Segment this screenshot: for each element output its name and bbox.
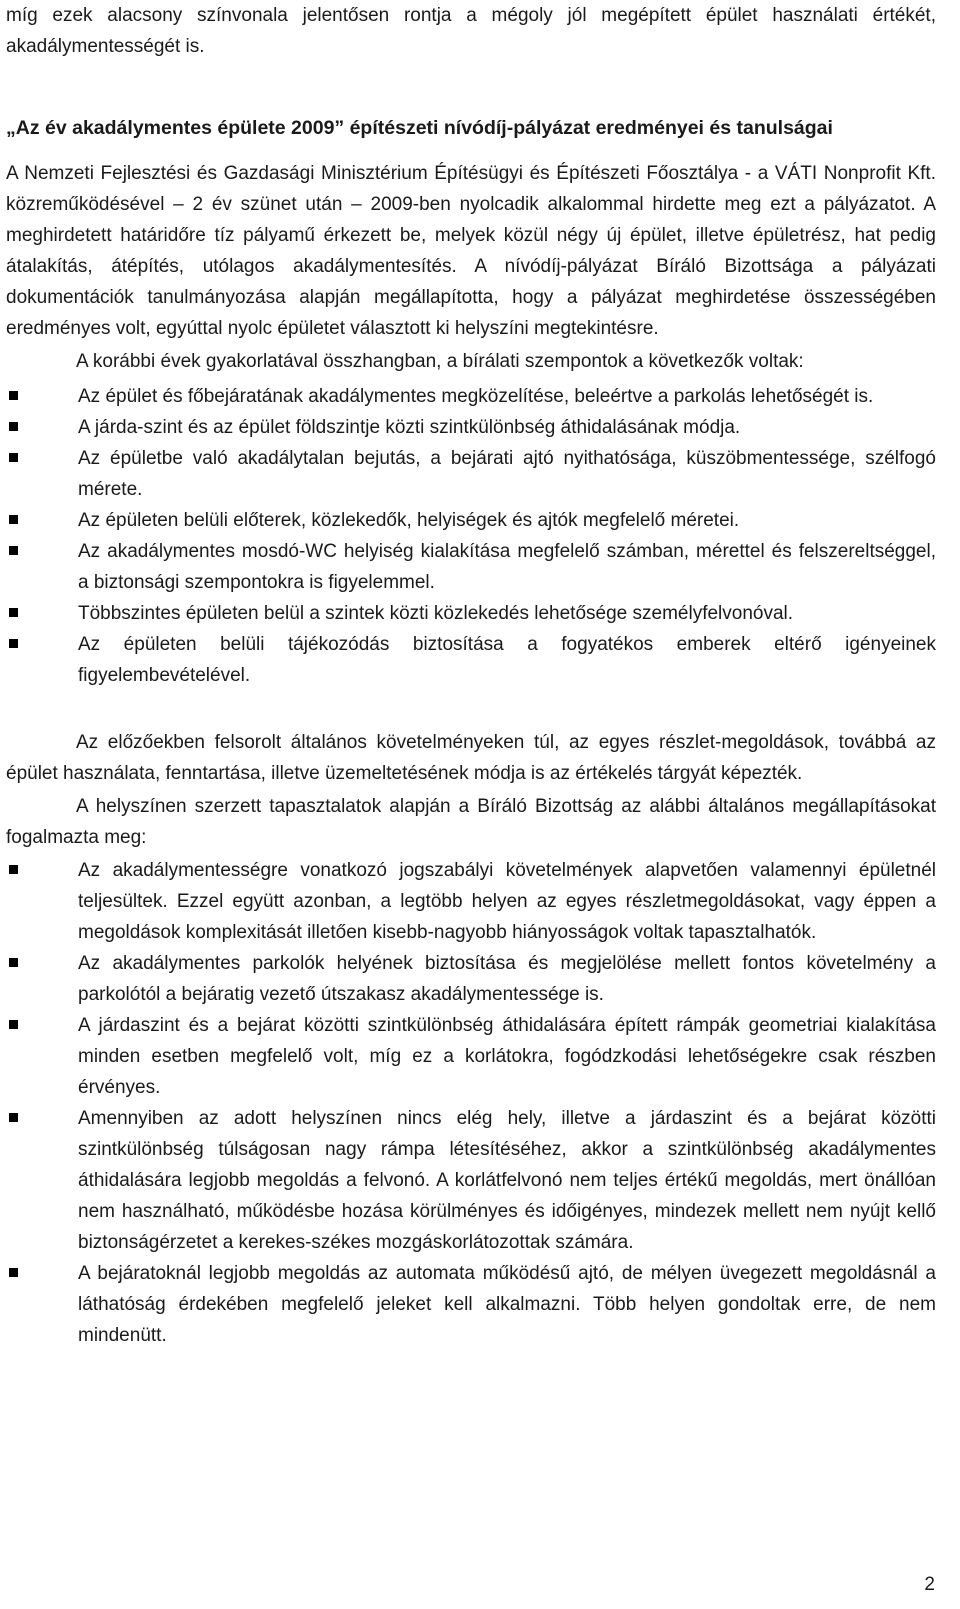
list-item: Az épület és főbejáratának akadálymentes megközelítése, beleértve a parkolás lehetőségét is. — [6, 381, 936, 412]
list-item: Amennyiben az adott helyszínen nincs elég hely, illetve a járdaszint és a bejárat közötti szintkülönbség túlságosan nagy rámpa létesítéséhez, akkor a szintkülönbség akadálymentes áthidalására legjobb megoldás a felvonó. A korlátfelvonó nem teljes értékű megoldás, mert önállóan nem használható, működésbe hozása körülményes és időigényes, mindezek mellett nem nyújt kellő biztonságérzetet a kerekes-székes mozgáskorlátozottak számára. — [6, 1103, 936, 1258]
list-item: A járdaszint és a bejárat közötti szintkülönbség áthidalására épített rámpák geometriai kialakítása minden esetben megfelelő volt, míg ez a korlátokra, fogódzkodási lehetőségekre csak részben érvényes. — [6, 1010, 936, 1103]
bullet-icon — [9, 453, 18, 462]
section-heading: „Az év akadálymentes épülete 2009” építészeti nívódíj-pályázat eredményei és tanulságai — [6, 117, 833, 139]
bullet-icon — [9, 515, 18, 524]
bullet-icon — [9, 608, 18, 617]
bullet-icon — [9, 422, 18, 431]
list-item: Az épületen belüli előterek, közlekedők, helyiségek és ajtók megfelelő méretei. — [6, 505, 936, 536]
list-item: Az épületen belüli tájékozódás biztosítása a fogyatékos emberek eltérő igényeinek figyelembevételével. — [6, 629, 936, 691]
page-number: 2 — [924, 1574, 935, 1595]
intro-paragraph: A Nemzeti Fejlesztési és Gazdasági Minisztérium Építésügyi és Építészeti Főosztálya - a VÁTI Nonprofit Kft. közreműködésével – 2 év szünet után – 2009-ben nyolcadik alkalommal hirdette meg ezt a pályázatot. A meghirdetett határidőre tíz pályamű érkezett be, melyek közül négy új épület, illetve épületrész, hat pedig átalakítás, átépítés, utólagos akadálymentesítés. A nívódíj-pályázat Bíráló Bizottsága a pályázati dokumentációk tanulmányozása alapján megállapította, hogy a pályázat meghirdetése összességében eredményes volt, egyúttal nyolc épületet választott ki helyszíni megtekintésre. — [6, 163, 936, 339]
findings-intro-paragraph: A helyszínen szerzett tapasztalatok alapján a Bíráló Bizottság az alábbi általános megállapításokat fogalmazta meg: — [6, 796, 936, 848]
bullet-icon — [9, 391, 18, 400]
bullet-icon — [9, 1020, 18, 1029]
criteria-list — [6, 381, 936, 691]
bullet-icon — [9, 1268, 18, 1277]
criteria-intro-paragraph: A korábbi évek gyakorlatával összhangban, a bírálati szempontok a következők voltak: — [76, 351, 804, 372]
bullet-icon — [9, 958, 18, 967]
list-item: Többszintes épületen belül a szintek közti közlekedés lehetősége személyfelvonóval. — [6, 598, 936, 629]
list-item: A járda-szint és az épület földszintje közti szintkülönbség áthidalásának módja. — [6, 412, 936, 443]
continued-paragraph: míg ezek alacsony színvonala jelentősen rontja a mégoly jól megépített épület használati értékét, akadálymentességét is. — [6, 5, 936, 57]
list-item: Az akadálymentes parkolók helyének biztosítása és megjelölése mellett fontos követelmény a parkolótól a bejáratig vezető útszakasz akadálymentessége is. — [6, 948, 936, 1010]
list-item: Az akadálymentes mosdó-WC helyiség kialakítása megfelelő számban, mérettel és felszereltséggel, a biztonsági szempontokra is figyelemmel. — [6, 536, 936, 598]
bullet-icon — [9, 639, 18, 648]
additional-criteria-paragraph: Az előzőekben felsorolt általános követelményeken túl, az egyes részlet-megoldások, továbbá az épület használata, fenntartása, illetve üzemeltetésének módja is az értékelés tárgyát képezték. — [6, 732, 936, 784]
findings-list — [6, 855, 936, 1351]
list-item: A bejáratoknál legjobb megoldás az automata működésű ajtó, de mélyen üvegezett megoldásnál a láthatóság érdekében megfelelő jeleket kell alkalmazni. Több helyen gondoltak erre, de nem mindenütt. — [6, 1258, 936, 1351]
document-page — [6, 0, 936, 1351]
bullet-icon — [9, 865, 18, 874]
list-item: Az épületbe való akadálytalan bejutás, a bejárati ajtó nyithatósága, küszöbmentessége, szélfogó mérete. — [6, 443, 936, 505]
list-item: Az akadálymentességre vonatkozó jogszabályi követelmények alapvetően valamennyi épületnél teljesültek. Ezzel együtt azonban, a legtöbb helyen az egyes részletmegoldásokat, vagy éppen a megoldások komplexitását illetően kisebb-nagyobb hiányosságok voltak tapasztalhatók. — [6, 855, 936, 948]
bullet-icon — [9, 1113, 18, 1122]
bullet-icon — [9, 546, 18, 555]
